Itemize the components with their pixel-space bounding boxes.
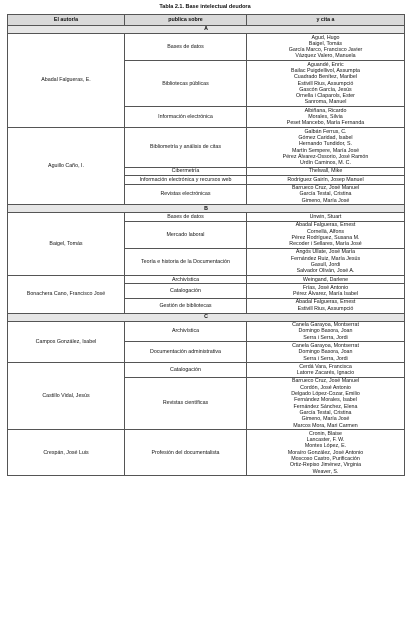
cited-authors-cell — [247, 107, 405, 128]
cited-author: Agud, Hugo — [311, 34, 340, 41]
table-row — [8, 430, 405, 476]
cited-author: Albiñana, Ricardo — [304, 107, 347, 114]
cited-author: Cordón, José Antonio — [300, 384, 351, 391]
table-row — [8, 34, 405, 61]
cited-author: Montes López, E. — [304, 443, 347, 450]
header-author: El autor/a — [8, 15, 125, 26]
cited-author: Urdín Caminos, M. C. — [300, 160, 351, 167]
cited-author: Rodríguez Gairín, Josep Manuel — [287, 176, 364, 183]
header-topic: publica sobre — [125, 15, 247, 26]
cited-author: Serra i Serra, Jordi — [303, 355, 348, 362]
cited-author: Moraíro González, José Antonio — [287, 449, 364, 456]
author-cell: Crespán, José Luis — [8, 430, 125, 476]
section-letter: B — [8, 205, 405, 213]
cited-author: Fernández Sánchez, Elena — [293, 403, 358, 410]
cited-author: Pérez Álvarez-Ossorio, José Ramón — [282, 153, 369, 160]
cited-authors-cell — [247, 377, 405, 429]
cited-author: Latorre Zacarés, Ignacio — [296, 370, 355, 377]
cited-authors-cell — [247, 128, 405, 168]
cited-author: Abadal Falgueras, Ernest — [295, 222, 356, 229]
topic-cell: Catalogación — [125, 284, 247, 299]
cited-author: Hernando Tundidor, S. — [298, 141, 352, 148]
cited-author: Domingo Basora, Joan — [298, 349, 353, 356]
author-cell: Abadal Falgueras, E. — [8, 34, 125, 128]
cited-author: Serra i Serra, Jordi — [303, 334, 348, 341]
table-row — [8, 363, 405, 378]
cited-authors-cell — [247, 430, 405, 476]
topic-cell: Bases de datos — [125, 34, 247, 61]
topic-cell: Archivística — [125, 321, 247, 342]
cited-authors-cell — [247, 321, 405, 342]
author-cell: Baigel, Tomás — [8, 213, 125, 276]
topic-cell: Gestión de bibliotecas — [125, 298, 247, 313]
header-row — [8, 15, 405, 26]
cited-authors-cell — [247, 298, 405, 313]
cited-author: Marcos Mora, Mari Carmen — [293, 422, 358, 429]
cited-author: Peset Mancebo, María Fernanda — [286, 120, 365, 127]
cited-author: Baigel, Tomás — [308, 40, 343, 47]
author-cell: Bonachera Cano, Francisco José — [8, 276, 125, 313]
cited-author: Thelwall, Mike — [308, 168, 343, 175]
topic-cell: Mercado laboral — [125, 221, 247, 248]
topic-cell: Archivística — [125, 276, 247, 284]
author-cell: Campos González, Isabel — [8, 321, 125, 363]
cited-author: Barrueco Cruz, José Manuel — [291, 185, 360, 192]
cited-author: Abadal Falgueras, Ernest — [295, 299, 356, 306]
cited-author: Martín Sempere, María José — [291, 147, 360, 154]
cited-authors-cell — [247, 276, 405, 284]
section-letter: A — [8, 26, 405, 34]
cited-author: Weaver, S. — [312, 468, 339, 475]
cited-author: Moscoso Castro, Purificación — [291, 456, 360, 463]
cited-author: García Testal, Cristina — [299, 409, 352, 416]
cited-authors-cell — [247, 248, 405, 275]
cited-author: Salvador Oliván, José A. — [296, 268, 355, 275]
topic-cell: Bases de datos — [125, 213, 247, 221]
cited-author: Barrueco Cruz, José Manuel — [291, 378, 360, 385]
topic-cell: Bibliotecas públicas — [125, 61, 247, 107]
table-title: Tabla 2.1. Base intelectual deudora — [159, 4, 251, 10]
topic-cell: Revistas científicas — [125, 377, 247, 429]
section-letter-row — [8, 26, 405, 34]
author-cell: Castillo Vidal, Jesús — [8, 363, 125, 430]
cited-author: Vázquez Valero, Manuela — [295, 53, 356, 60]
cited-authors-cell — [247, 61, 405, 107]
cited-author: García Marco, Francisco Javier — [288, 47, 363, 54]
cited-author: Cuadrado Benítez, Maribel — [293, 74, 357, 81]
table-row — [8, 128, 405, 168]
topic-cell: Información electrónica — [125, 107, 247, 128]
author-cell: Aguillo Caño, I. — [8, 128, 125, 205]
cited-authors-cell — [247, 184, 405, 205]
table-row — [8, 276, 405, 284]
cited-author: Gascón García, Jesús — [299, 86, 352, 93]
section-letter: C — [8, 313, 405, 321]
cited-author: Gimeno, María José — [301, 197, 350, 204]
cited-author: Morales, Silvia — [308, 114, 343, 121]
topic-cell: Documentación administrativa — [125, 342, 247, 363]
cited-author: Canela Garayoa, Montserrat — [292, 342, 359, 349]
cited-author: Gimeno, María José — [301, 416, 350, 423]
table-row — [8, 321, 405, 342]
topic-cell: Teoría e historia de la Documentación — [125, 248, 247, 275]
cited-author: Gómez Caridad, Isabel — [298, 134, 353, 141]
cited-author: Weingand, Darlene — [302, 276, 349, 283]
topic-cell: Revistas electrónicas — [125, 184, 247, 205]
cited-author: Cerdá Vara, Francisca — [299, 363, 352, 370]
section-letter-row — [8, 313, 405, 321]
cited-author: Fernández Ruiz, María Jesús — [290, 255, 361, 262]
cited-authors-cell — [247, 167, 405, 175]
topic-cell: Cibermetría — [125, 167, 247, 175]
cited-author: Pérez Álvarez, María Isabel — [292, 291, 359, 298]
cited-author: Estivill Rius, Assumpció — [297, 80, 354, 87]
cited-author: Ortiz-Repiso Jiménez, Virginia — [289, 462, 362, 469]
cited-authors-cell — [247, 34, 405, 61]
cited-author: Cornellà, Alfons — [306, 228, 345, 235]
header-cites: y cita a — [247, 15, 405, 26]
cited-author: Domingo Basora, Joan — [298, 328, 353, 335]
topic-cell: Bibliometría y análisis de citas — [125, 128, 247, 168]
cited-author: Lancaster, F. W. — [306, 437, 345, 444]
intellectual-base-table — [7, 14, 405, 476]
cited-author: Unwin, Stuart — [309, 213, 342, 220]
cited-authors-cell — [247, 363, 405, 378]
table-body — [8, 26, 405, 476]
table-row — [8, 213, 405, 221]
cited-author: Bailac Puigdellivol, Assumpta — [291, 67, 360, 74]
cited-author: Canela Garayoa, Montserrat — [292, 322, 359, 329]
topic-cell: Información electrónica y recursos web — [125, 176, 247, 184]
section-letter-row — [8, 205, 405, 213]
cited-author: Frías, José Antonio — [302, 284, 349, 291]
cited-author: Galbán Ferrus, C. — [304, 128, 347, 135]
cited-authors-cell — [247, 213, 405, 221]
cited-author: García Testal, Cristina — [299, 191, 352, 198]
cited-author: Delgado López-Cozar, Emilio — [291, 391, 360, 398]
cited-author: Gasull, Jordi — [310, 262, 341, 268]
cited-authors-cell — [247, 342, 405, 363]
cited-author: Angós Ullate, José María — [295, 249, 356, 256]
cited-author: Cronin, Blaise — [309, 430, 342, 437]
topic-cell: Profesión del documentalista — [125, 430, 247, 476]
cited-author: Ornella i Claparols, Ester — [296, 93, 355, 100]
cited-author: Pérez Rodríguez, Susana M. — [291, 234, 360, 241]
cited-authors-cell — [247, 221, 405, 248]
cited-author: Estivill Rius, Assumpció — [297, 305, 354, 312]
cited-author: Fernández Morales, Isabel — [294, 397, 357, 404]
topic-cell: Catalogación — [125, 363, 247, 378]
cited-authors-cell — [247, 176, 405, 184]
cited-author: Sanroma, Manuel — [304, 99, 347, 106]
cited-author: Recoder i Sellares, María José — [289, 241, 362, 248]
cited-authors-cell — [247, 284, 405, 299]
cited-author: Aguandé, Enric — [307, 61, 344, 68]
